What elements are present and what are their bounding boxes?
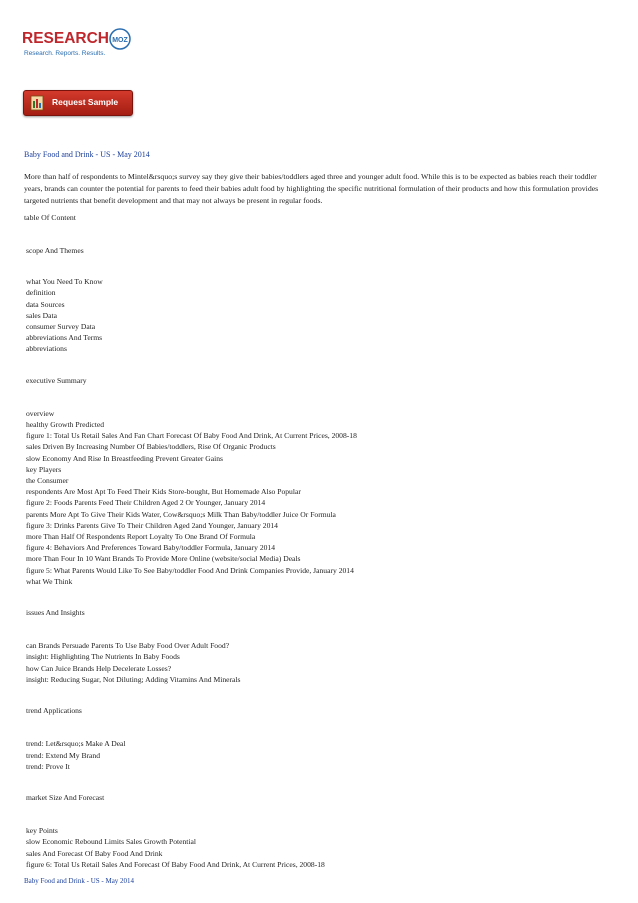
toc-item: what You Need To Know — [26, 277, 103, 287]
moz-badge-icon — [108, 28, 132, 50]
toc-item: overview — [26, 408, 55, 418]
toc-section — [26, 705, 606, 772]
toc-item: respondents Are Most Apt To Feed Their Kids Store-bought, But Homemade Also Popular — [26, 487, 301, 497]
toc-item: insight: Reducing Sugar, Not Diluting; Adding Vitamins And Minerals — [26, 674, 241, 684]
toc-item: more Than Four In 10 Want Brands To Provide More Online (website/social Media) Deals — [26, 554, 301, 564]
toc-section — [26, 375, 606, 587]
toc-section-title: executive Summary — [26, 375, 87, 385]
toc-item: definition — [26, 288, 56, 298]
toc-heading: table Of Content — [24, 213, 76, 222]
toc-section — [26, 607, 606, 685]
toc-section-title: issues And Insights — [26, 608, 85, 618]
toc-item: figure 6: Total Us Retail Sales And Forecast Of Baby Food And Drink, At Current Prices, 2008-18 — [26, 859, 325, 869]
table-of-contents — [26, 245, 606, 870]
toc-item: parents More Apt To Give Their Kids Water, Cow&rsquo;s Milk Than Baby/toddler Juice Or Formula — [26, 509, 336, 519]
toc-item: figure 3: Drinks Parents Give To Their Children Aged 2and Younger, January 2014 — [26, 520, 278, 530]
toc-item: key Players — [26, 464, 62, 474]
logo-tagline: Research. Reports. Results. — [24, 50, 106, 57]
toc-item: figure 4: Behaviors And Preferences Toward Baby/toddler Formula, January 2014 — [26, 543, 276, 553]
toc-item: trend: Extend My Brand — [26, 750, 101, 760]
toc-section — [26, 792, 606, 870]
toc-item: figure 5: What Parents Would Like To See Baby/toddler Food And Drink Companies Provide, January 2014 — [26, 565, 354, 575]
toc-item: sales And Forecast Of Baby Food And Drink — [26, 848, 163, 858]
toc-item: can Brands Persuade Parents To Use Baby Food Over Adult Food? — [26, 641, 230, 651]
footer-report-link[interactable]: Baby Food and Drink - US - May 2014 — [24, 877, 135, 885]
toc-section-title: trend Applications — [26, 706, 82, 716]
toc-item: insight: Highlighting The Nutrients In Baby Foods — [26, 652, 180, 662]
toc-item: healthy Growth Predicted — [26, 420, 105, 430]
toc-item: figure 1: Total Us Retail Sales And Fan Chart Forecast Of Baby Food And Drink, At Current Prices, 2008-18 — [26, 431, 357, 441]
toc-item: sales Driven By Increasing Number Of Babies/toddlers, Rise Of Organic Products — [26, 442, 276, 452]
toc-item: abbreviations And Terms — [26, 333, 103, 343]
toc-item: what We Think — [26, 576, 73, 586]
toc-item: figure 2: Foods Parents Feed Their Children Aged 2 Or Younger, January 2014 — [26, 498, 266, 508]
logo-wordmark: RESEARCH — [22, 30, 109, 47]
toc-item: how Can Juice Brands Help Decelerate Losses? — [26, 663, 172, 673]
toc-item: more Than Half Of Respondents Report Loyalty To One Brand Of Formula — [26, 532, 256, 542]
toc-item: slow Economy And Rise In Breastfeeding Prevent Greater Gains — [26, 453, 223, 463]
toc-item: trend: Let&rsquo;s Make A Deal — [26, 739, 126, 749]
toc-item: the Consumer — [26, 476, 69, 486]
toc-section — [26, 245, 606, 256]
toc-item: sales Data — [26, 310, 57, 320]
request-sample-button[interactable] — [23, 90, 133, 116]
toc-item: abbreviations — [26, 344, 67, 354]
researchmoz-logo[interactable] — [22, 30, 134, 64]
report-intro: More than half of respondents to Mintel&rsquo;s survey say they give their babies/toddlers aged three and younger adult food. While this is to be expected as babies reach their toddler years, brands can counter the potential for parents to feed their babies adult food by highlighting the specific nutritional formulation of their products and how this formulation provides targeted nutrients that benefit development and that may not always be present in regular foods. — [24, 172, 599, 205]
toc-section-title: market Size And Forecast — [26, 792, 105, 802]
report-title-link[interactable]: Baby Food and Drink - US - May 2014 — [24, 150, 150, 159]
toc-item: consumer Survey Data — [26, 322, 96, 332]
document-icon — [30, 95, 44, 111]
toc-item: key Points — [26, 826, 58, 836]
toc-section — [26, 276, 606, 354]
request-sample-label: Request Sample — [52, 97, 119, 107]
toc-item: trend: Prove It — [26, 761, 70, 771]
toc-item: data Sources — [26, 299, 65, 309]
toc-section-title: scope And Themes — [26, 246, 84, 255]
toc-item: slow Economic Rebound Limits Sales Growth Potential — [26, 837, 196, 847]
logo-moz-text: MOZ — [112, 37, 128, 44]
